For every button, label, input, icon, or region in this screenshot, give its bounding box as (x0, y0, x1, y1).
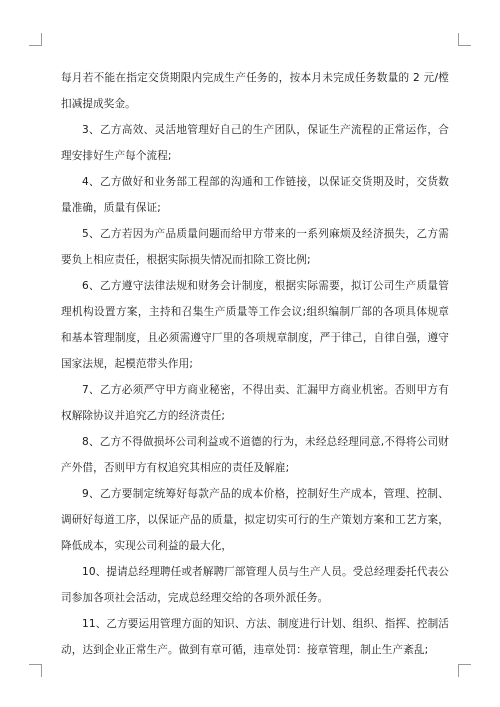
paragraph-item-4: 4、乙方做好和业务部工程部的沟通和工作链接，以保证交货期及时，交货数量准确，质量有保证; (61, 176, 449, 214)
paragraph-item-5: 5、乙方若因为产品质量问题而给甲方带来的一系列麻烦及经济损失，乙方需要负上相应责任，根据实际损失情况而扣除工资比例; (61, 228, 449, 266)
paragraph-item-6: 6、乙方遵守法律法规和财务会计制度，根据实际需要，拟订公司生产质量管理机构设置方案，主持和召集生产质量等工作会议;组织编制厂部的各项具体规章和基本管理制度，且必须需遵守厂里的各项规章制度，严于律己，自律自强，遵守国家法规，起模范带头作用; (61, 280, 449, 370)
crop-mark-top-right (458, 33, 471, 46)
paragraph-item-9: 9、乙方要制定统筹好每款产品的成本价格，控制好生产成本，管理、控制、调研好每道工序，以保证产品的质量，拟定切实可行的生产策划方案和工艺方案，降低成本，实现公司利益的最大化， (61, 488, 449, 552)
crop-mark-bottom-right (458, 664, 471, 677)
crop-mark-bottom-left (29, 664, 42, 677)
paragraph-item-10: 10、提请总经理聘任或者解聘厂部管理人员与生产人员。受总经理委托代表公司参加各项社会活动，完成总经理交给的各项外派任务。 (61, 566, 449, 604)
paragraph-item-8: 8、乙方不得做损坏公司利益或不道德的行为，未经总经理同意,不得将公司财产外借，否则甲方有权追究其相应的责任及解雇; (61, 436, 449, 474)
paragraph-continuation: 每月若不能在指定交货期限内完成生产任务的，按本月未完成任务数量的 2 元/樘扣减提成奖金。 (61, 72, 449, 110)
paragraph-item-7: 7、乙方必须严守甲方商业秘密，不得出卖、汇漏甲方商业机密。否则甲方有权解除协议并追究乙方的经济责任; (61, 384, 449, 422)
paragraph-item-3: 3、乙方高效、灵活地管理好自己的生产团队，保证生产流程的正常运作，合理安排好生产每个流程; (61, 124, 449, 162)
crop-mark-top-left (29, 33, 42, 46)
paragraph-item-11: 11、乙方要运用管理方面的知识、方法、制度进行计划、组织、指挥、控制活动，达到企业正常生产。做到有章可循，违章处罚：接章管理，制止生产紊乱; (61, 618, 449, 656)
document-body (61, 65, 449, 663)
